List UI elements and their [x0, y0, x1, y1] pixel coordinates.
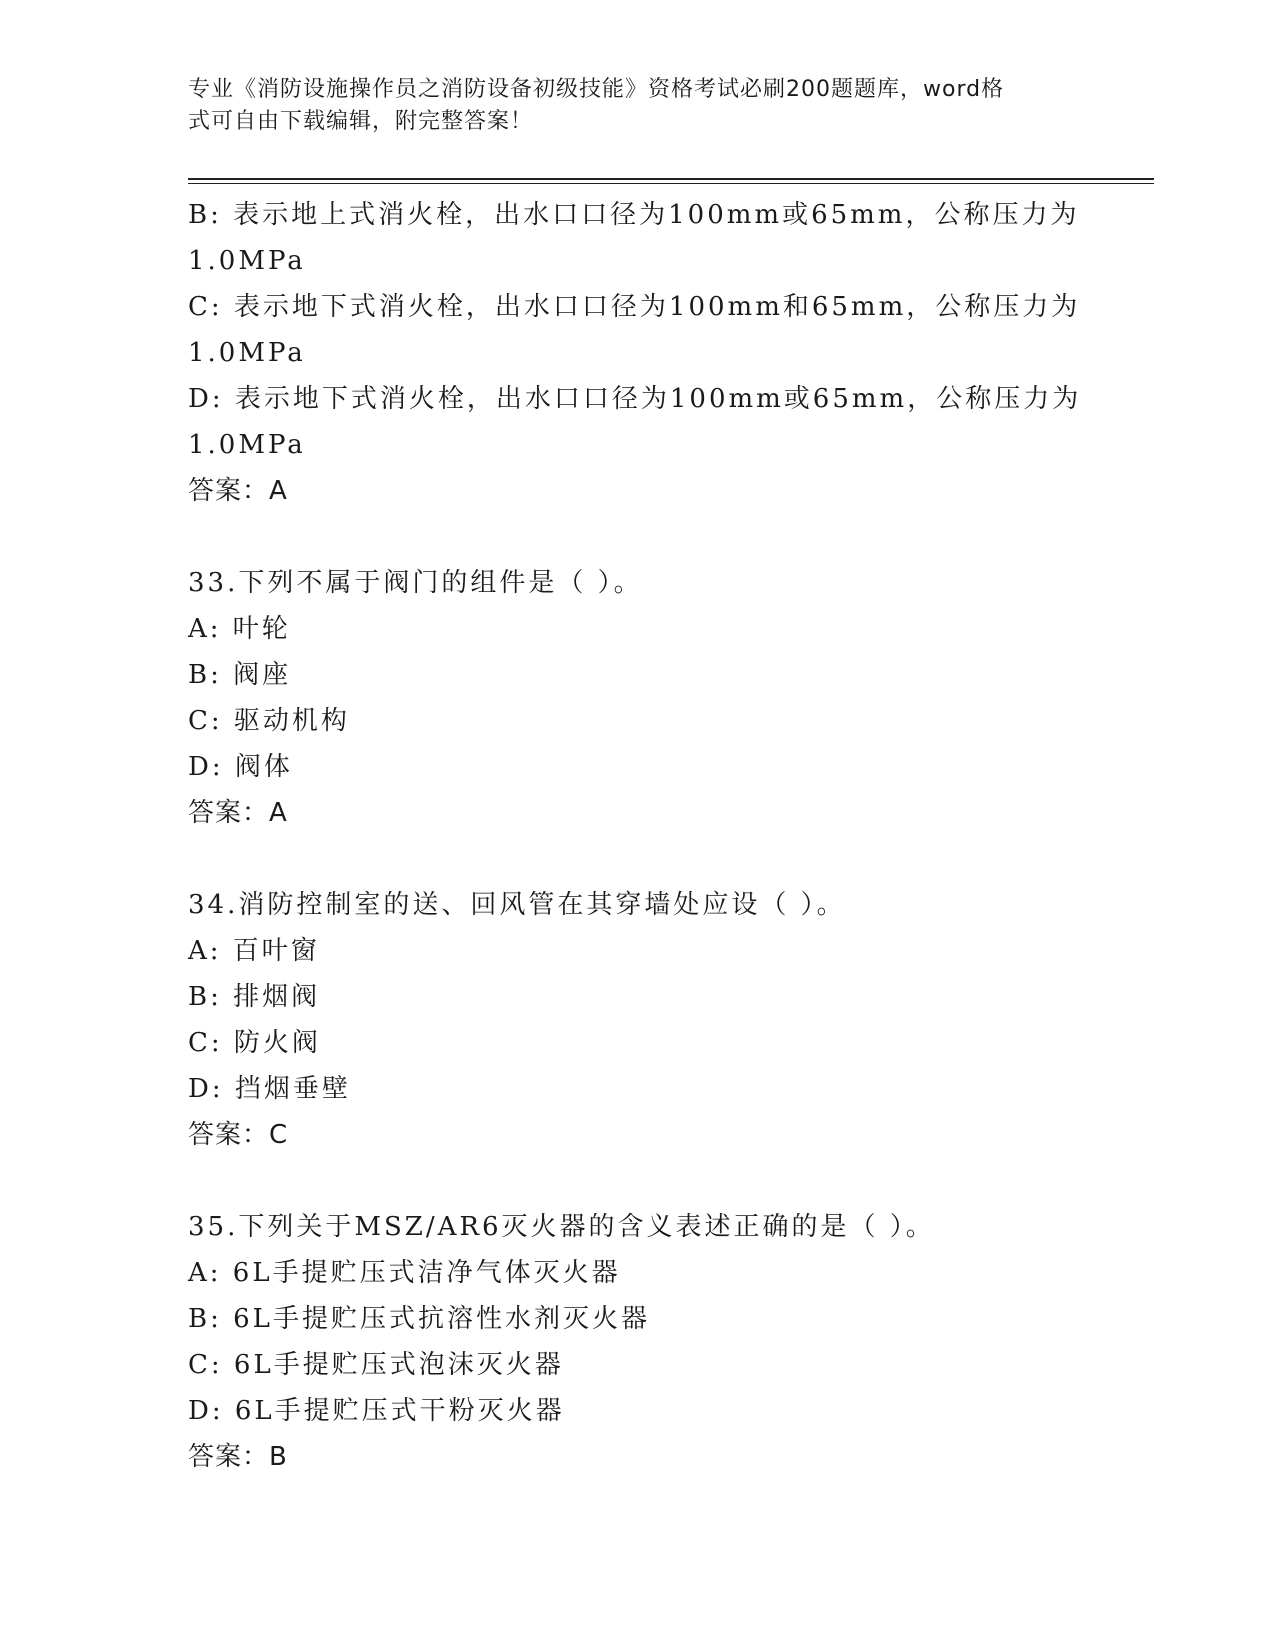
- answer-text: 答案：A: [188, 798, 288, 828]
- question-block-33: [188, 560, 1088, 836]
- header-line-1: 专业《消防设施操作员之消防设备初级技能》资格考试必刷200题题库，word格: [188, 77, 1005, 102]
- header-rule-thin: [188, 183, 1154, 184]
- question-block-34: [188, 882, 1088, 1158]
- header-rule-thick: [188, 178, 1154, 180]
- answer-text: 答案：A: [188, 476, 288, 506]
- option-c-line-1: C: 表示地下式消火栓，出水口口径为100mm和65mm，公称压力为: [188, 292, 1081, 322]
- option-a: A: 百叶窗: [188, 936, 320, 966]
- option-d: D: 6L手提贮压式干粉灭火器: [188, 1396, 565, 1426]
- question-block-32-continued: [188, 192, 1088, 514]
- option-c: C: 驱动机构: [188, 706, 350, 736]
- option-c: C: 防火阀: [188, 1028, 321, 1058]
- option-b-line-1: B: 表示地上式消火栓，出水口口径为100mm或65mm，公称压力为: [188, 200, 1080, 230]
- option-a: A: 6L手提贮压式洁净气体灭火器: [188, 1258, 621, 1288]
- option-d-line-1: D: 表示地下式消火栓，出水口口径为100mm或65mm，公称压力为: [188, 384, 1082, 414]
- question-text: 33.下列不属于阀门的组件是（ ）。: [188, 568, 643, 598]
- question-text: 35.下列关于MSZ/AR6灭火器的含义表述正确的是（ ）。: [188, 1212, 935, 1242]
- option-b: B: 排烟阀: [188, 982, 321, 1012]
- answer-text: 答案：C: [188, 1120, 289, 1150]
- question-content: [188, 192, 1088, 1480]
- option-d-line-2: 1.0MPa: [188, 430, 306, 460]
- question-text: 34.消防控制室的送、回风管在其穿墙处应设（ ）。: [188, 890, 846, 920]
- option-b: B: 阀座: [188, 660, 292, 690]
- option-c-line-2: 1.0MPa: [188, 338, 306, 368]
- option-d: D: 阀体: [188, 752, 293, 782]
- spacer: [188, 1158, 1088, 1204]
- spacer: [188, 514, 1088, 560]
- option-b-line-2: 1.0MPa: [188, 246, 306, 276]
- option-c: C: 6L手提贮压式泡沫灭火器: [188, 1350, 564, 1380]
- option-b: B: 6L手提贮压式抗溶性水剂灭火器: [188, 1304, 650, 1334]
- page-header: [188, 74, 1068, 138]
- option-d: D: 挡烟垂壁: [188, 1074, 351, 1104]
- option-a: A: 叶轮: [188, 614, 291, 644]
- question-block-35: [188, 1204, 1088, 1480]
- header-line-2: 式可自由下载编辑，附完整答案！: [188, 109, 534, 134]
- answer-text: 答案：B: [188, 1442, 288, 1472]
- spacer: [188, 836, 1088, 882]
